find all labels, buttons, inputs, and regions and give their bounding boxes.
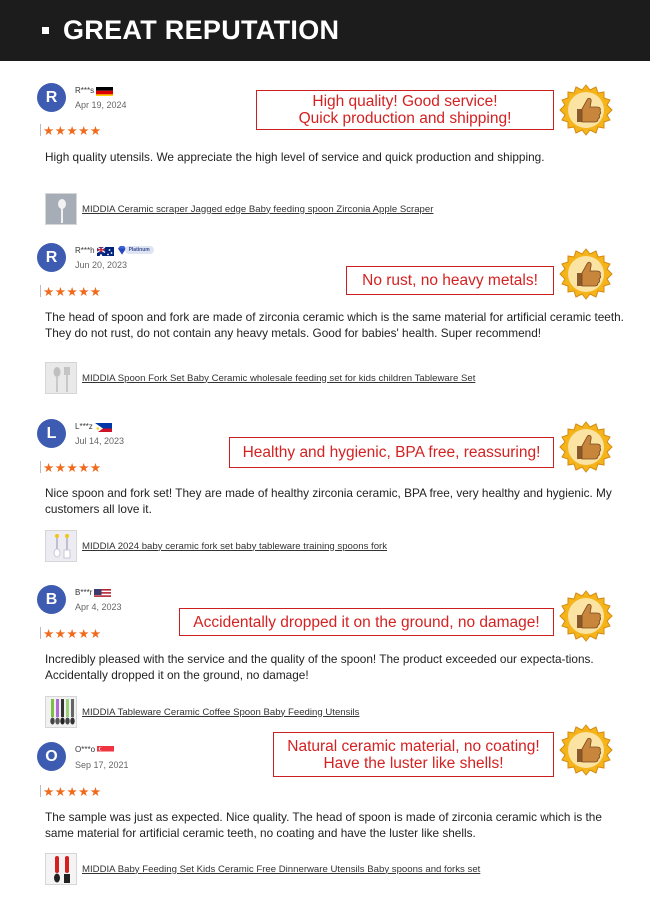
star-icon: ★	[66, 785, 78, 799]
review-date: Sep 17, 2021	[75, 760, 129, 770]
highlight-callout: No rust, no heavy metals!	[346, 266, 554, 295]
reviewer-name: L***z	[75, 421, 93, 431]
germany-flag-icon	[96, 85, 113, 96]
product-link[interactable]: MIDDIA Tableware Ceramic Coffee Spoon Baby Feeding Utensils	[82, 706, 360, 718]
star-icon: ★	[43, 124, 55, 138]
star-rating	[43, 462, 102, 474]
product-thumbnail[interactable]	[45, 530, 77, 562]
highlight-callout: Accidentally dropped it on the ground, no damage!	[179, 608, 554, 636]
review-date: Jun 20, 2023	[75, 260, 128, 270]
star-icon: ★	[78, 285, 90, 299]
page-title: GREAT REPUTATION	[63, 15, 340, 45]
review-text: Incredibly pleased with the service and the quality of the spoon! The product exceeded our expecta-tions. Accidentally dropped it on the ground, no damage!	[45, 652, 594, 682]
product-thumbnail[interactable]	[45, 362, 77, 394]
star-icon: ★	[89, 785, 102, 799]
review-date: Apr 4, 2023	[75, 602, 122, 612]
star-icon: ★	[43, 285, 55, 299]
product-thumbnail[interactable]	[45, 193, 77, 225]
avatar: R	[37, 83, 66, 112]
star-icon: ★	[66, 461, 78, 475]
reviewer-name: R***h	[75, 245, 95, 255]
philippines-flag-icon	[95, 421, 112, 432]
avatar: R	[37, 243, 66, 272]
reviewer-name: R***s	[75, 85, 95, 95]
australia-flag-icon	[97, 245, 114, 256]
star-icon: ★	[54, 785, 66, 799]
avatar: L	[37, 419, 66, 448]
star-icon: ★	[66, 124, 78, 138]
star-icon: ★	[66, 627, 78, 641]
star-rating	[43, 286, 102, 298]
star-icon: ★	[78, 124, 90, 138]
thumbs-up-icon	[558, 82, 614, 138]
review-text: The sample was just as expected. Nice quality. The head of spoon is made of zirconia ceramic which is the same material for artificial ceramic teeth, no coating and have the luster like shells.	[45, 810, 602, 840]
star-icon: ★	[43, 627, 55, 641]
review-text: High quality utensils. We appreciate the high level of service and quick production and shipping.	[45, 150, 545, 164]
review-text: Nice spoon and fork set! They are made of healthy zirconia ceramic, BPA free, very healthy and hygienic. My customers all love it.	[45, 486, 612, 516]
review-text: The head of spoon and fork are made of zirconia ceramic which is the same material for artificial ceramic teeth. They do not rust, do not contain any heavy metals. Good for babies' health. Super recommend!	[45, 310, 624, 340]
highlight-callout: Healthy and hygienic, BPA free, reassuring!	[229, 437, 554, 468]
star-icon: ★	[89, 627, 102, 641]
highlight-callout: Natural ceramic material, no coating! Have the luster like shells!	[273, 732, 554, 777]
platinum-badge: Platinum	[117, 245, 154, 256]
usa-flag-icon	[94, 587, 111, 598]
star-icon: ★	[43, 461, 55, 475]
star-icon: ★	[78, 785, 90, 799]
product-link[interactable]: MIDDIA Baby Feeding Set Kids Ceramic Free Dinnerware Utensils Baby spoons and forks set	[82, 863, 481, 875]
avatar: O	[37, 742, 66, 771]
product-thumbnail[interactable]	[45, 853, 77, 885]
star-icon: ★	[89, 285, 102, 299]
reviewer-name: B***r	[75, 587, 93, 597]
thumbs-up-icon	[558, 419, 614, 475]
star-icon: ★	[54, 627, 66, 641]
thumbs-up-icon	[558, 588, 614, 644]
star-icon: ★	[43, 785, 55, 799]
star-rating	[43, 125, 102, 137]
product-link[interactable]: MIDDIA 2024 baby ceramic fork set baby tableware training spoons fork	[82, 540, 388, 552]
star-rating	[43, 786, 102, 798]
star-icon: ★	[78, 461, 90, 475]
review-date: Jul 14, 2023	[75, 436, 125, 446]
product-thumbnail[interactable]	[45, 696, 77, 728]
header-bullet	[42, 27, 49, 34]
thumbs-up-icon	[558, 722, 614, 778]
avatar: B	[37, 585, 66, 614]
thumbs-up-icon	[558, 246, 614, 302]
star-icon: ★	[66, 285, 78, 299]
star-icon: ★	[89, 124, 102, 138]
singapore-flag-icon	[97, 744, 114, 755]
reviewer-name: O***o	[75, 744, 96, 754]
product-link[interactable]: MIDDIA Ceramic scraper Jagged edge Baby feeding spoon Zirconia Apple Scraper	[82, 203, 434, 215]
star-icon: ★	[78, 627, 90, 641]
star-icon: ★	[54, 124, 66, 138]
page-header	[0, 0, 650, 61]
star-icon: ★	[89, 461, 102, 475]
product-link[interactable]: MIDDIA Spoon Fork Set Baby Ceramic wholesale feeding set for kids children Tableware Set	[82, 372, 476, 384]
review-date: Apr 19, 2024	[75, 100, 127, 110]
star-icon: ★	[54, 461, 66, 475]
star-icon: ★	[54, 285, 66, 299]
highlight-callout: High quality! Good service! Quick production and shipping!	[256, 90, 554, 130]
star-rating	[43, 628, 102, 640]
